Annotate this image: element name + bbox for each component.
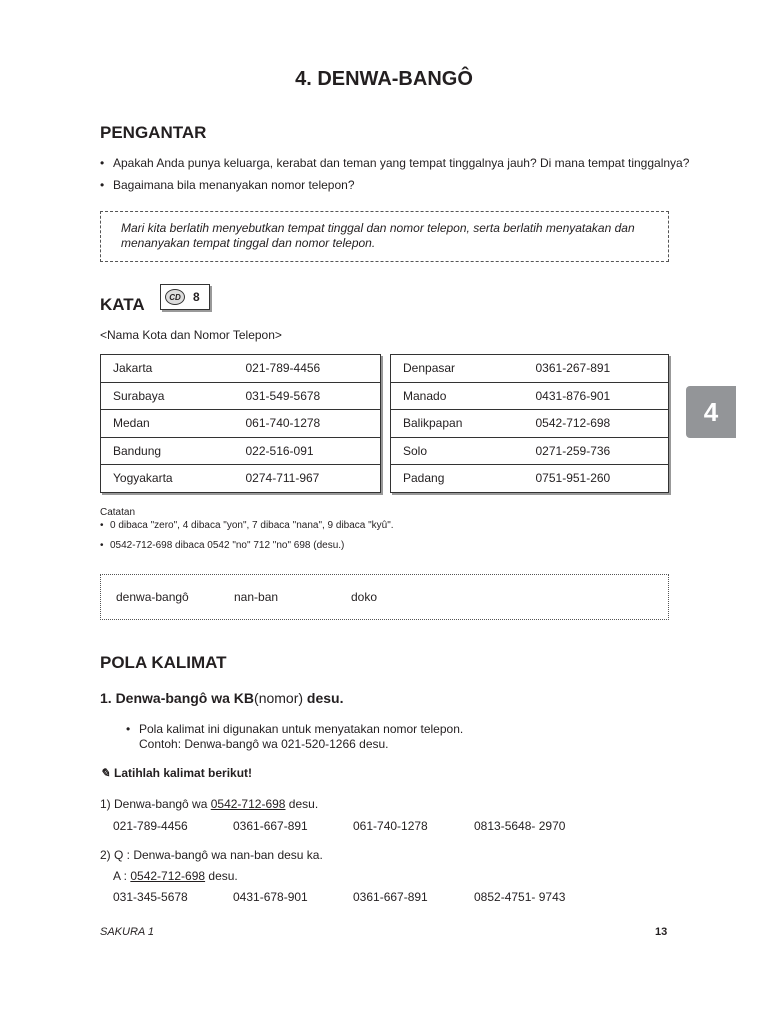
- city-cell: Balikpapan: [391, 410, 524, 438]
- city-cell: Denpasar: [391, 355, 524, 383]
- pencil-icon: ✎: [100, 766, 111, 780]
- phone-cell: 0542-712-698: [524, 410, 669, 438]
- phone-cell: 0274-711-967: [234, 465, 381, 493]
- pattern-bold-1: 1. Denwa-bangô wa KB: [100, 690, 255, 706]
- pola-heading: POLA KALIMAT: [100, 653, 227, 672]
- table-row: [391, 382, 669, 410]
- exercise-1-number: 0542-712-698: [210, 797, 286, 811]
- pengantar-bullet-2: • Bagaimana bila menanyakan nomor telepon?: [100, 178, 355, 192]
- pattern-example: Contoh: Denwa-bangô wa 021-520-1266 desu.: [139, 737, 389, 751]
- table-row: [391, 437, 669, 465]
- city-table-right: [390, 354, 669, 493]
- exercise-2-answer-suffix: desu.: [205, 869, 238, 883]
- exercise-1-prefix: 1) Denwa-bangô wa: [100, 797, 211, 811]
- catatan-note-1: • 0 dibaca "zero", 4 dibaca "yon", 7 dibaca "nana", 9 dibaca "kyû".: [100, 520, 394, 531]
- table-row: [101, 465, 381, 493]
- city-cell: Medan: [101, 410, 234, 438]
- exercise-2-question: 2) Q : Denwa-bangô wa nan-ban desu ka.: [100, 848, 323, 862]
- exercise-2-answer: [113, 869, 238, 883]
- cd-track-number: 8: [193, 290, 200, 304]
- exercise-2-option: 0852-4751- 9743: [474, 890, 566, 904]
- exercise-1-option: 021-789-4456: [113, 819, 188, 833]
- catatan-note-1-text: 0 dibaca "zero", 4 dibaca "yon", 7 dibaca "nana", 9 dibaca "kyû".: [110, 520, 394, 531]
- footer-book-title: SAKURA 1: [100, 926, 155, 938]
- pattern-normal: (nomor): [254, 690, 304, 706]
- vocab-box: [100, 574, 669, 620]
- phone-cell: 022-516-091: [234, 437, 381, 465]
- phone-cell: 0361-267-891: [524, 355, 669, 383]
- exercise-1-sentence: [100, 797, 318, 811]
- exercise-2-option: 0361-667-891: [353, 890, 428, 904]
- table-row: [391, 355, 669, 383]
- city-cell: Manado: [391, 382, 524, 410]
- footer-page-number: 13: [655, 926, 668, 938]
- intro-box-line-1: Mari kita berlatih menyebutkan tempat tinggal dan nomor telepon, serta berlatih menyatakan dan: [121, 221, 635, 235]
- catatan-note-2-text: 0542-712-698 dibaca 0542 "no" 712 "no" 698 (desu.): [110, 540, 345, 551]
- exercise-1-numbers: [0, 819, 768, 835]
- city-cell: Padang: [391, 465, 524, 493]
- page-title: 4. DENWA-BANGÔ: [295, 68, 473, 90]
- pattern-bullet: • Pola kalimat ini digunakan untuk menyatakan nomor telepon.: [126, 722, 464, 736]
- city-cell: Jakarta: [101, 355, 234, 383]
- catatan-note-2: • 0542-712-698 dibaca 0542 "no" 712 "no" 698 (desu.): [100, 540, 345, 551]
- city-cell: Bandung: [101, 437, 234, 465]
- cd-icon: CD: [165, 289, 185, 305]
- table-row: [391, 465, 669, 493]
- table-row: [391, 410, 669, 438]
- phone-cell: 021-789-4456: [234, 355, 381, 383]
- exercise-2-answer-prefix: A :: [113, 869, 131, 883]
- city-cell: Yogyakarta: [101, 465, 234, 493]
- exercise-1-option: 0361-667-891: [233, 819, 308, 833]
- exercise-1-option: 0813-5648- 2970: [474, 819, 566, 833]
- exercise-2-option: 031-345-5678: [113, 890, 188, 904]
- exercise-title: [100, 766, 252, 780]
- city-cell: Solo: [391, 437, 524, 465]
- table-row: [101, 437, 381, 465]
- phone-cell: 061-740-1278: [234, 410, 381, 438]
- pengantar-heading: PENGANTAR: [100, 123, 207, 142]
- exercise-title-text: Latihlah kalimat berikut!: [114, 766, 253, 780]
- kata-heading: KATA: [100, 295, 145, 314]
- pattern-1: [100, 690, 344, 706]
- phone-cell: 0271-259-736: [524, 437, 669, 465]
- chapter-tab: 4: [686, 386, 736, 438]
- pattern-bullet-line-1: Pola kalimat ini digunakan untuk menyatakan nomor telepon.: [139, 722, 464, 736]
- vocab-word-2: nan-ban: [234, 590, 279, 604]
- catatan-label: Catatan: [100, 507, 136, 518]
- exercise-2-numbers: [0, 890, 768, 906]
- vocab-word-3: doko: [351, 590, 378, 604]
- phone-cell: 0431-876-901: [524, 382, 669, 410]
- phone-cell: 031-549-5678: [234, 382, 381, 410]
- city-cell: Surabaya: [101, 382, 234, 410]
- table-row: [101, 355, 381, 383]
- exercise-2-option: 0431-678-901: [233, 890, 308, 904]
- city-list-subtitle: <Nama Kota dan Nomor Telepon>: [100, 328, 282, 342]
- phone-cell: 0751-951-260: [524, 465, 669, 493]
- city-table-left: [100, 354, 381, 493]
- exercise-2-number: 0542-712-698: [130, 869, 206, 883]
- exercise-1-suffix: desu.: [285, 797, 319, 811]
- vocab-word-1: denwa-bangô: [116, 590, 189, 604]
- intro-box-line-2: menanyakan tempat tinggal dan nomor telepon.: [121, 236, 376, 250]
- pengantar-bullet-1: • Apakah Anda punya keluarga, kerabat dan teman yang tempat tinggalnya jauh? Di mana tempat tinggalnya?: [100, 156, 689, 170]
- cd-track-badge: [160, 284, 210, 310]
- intro-box: [100, 211, 669, 262]
- exercise-1-option: 061-740-1278: [353, 819, 428, 833]
- table-row: [101, 382, 381, 410]
- pattern-bold-2: desu.: [303, 690, 344, 706]
- table-row: [101, 410, 381, 438]
